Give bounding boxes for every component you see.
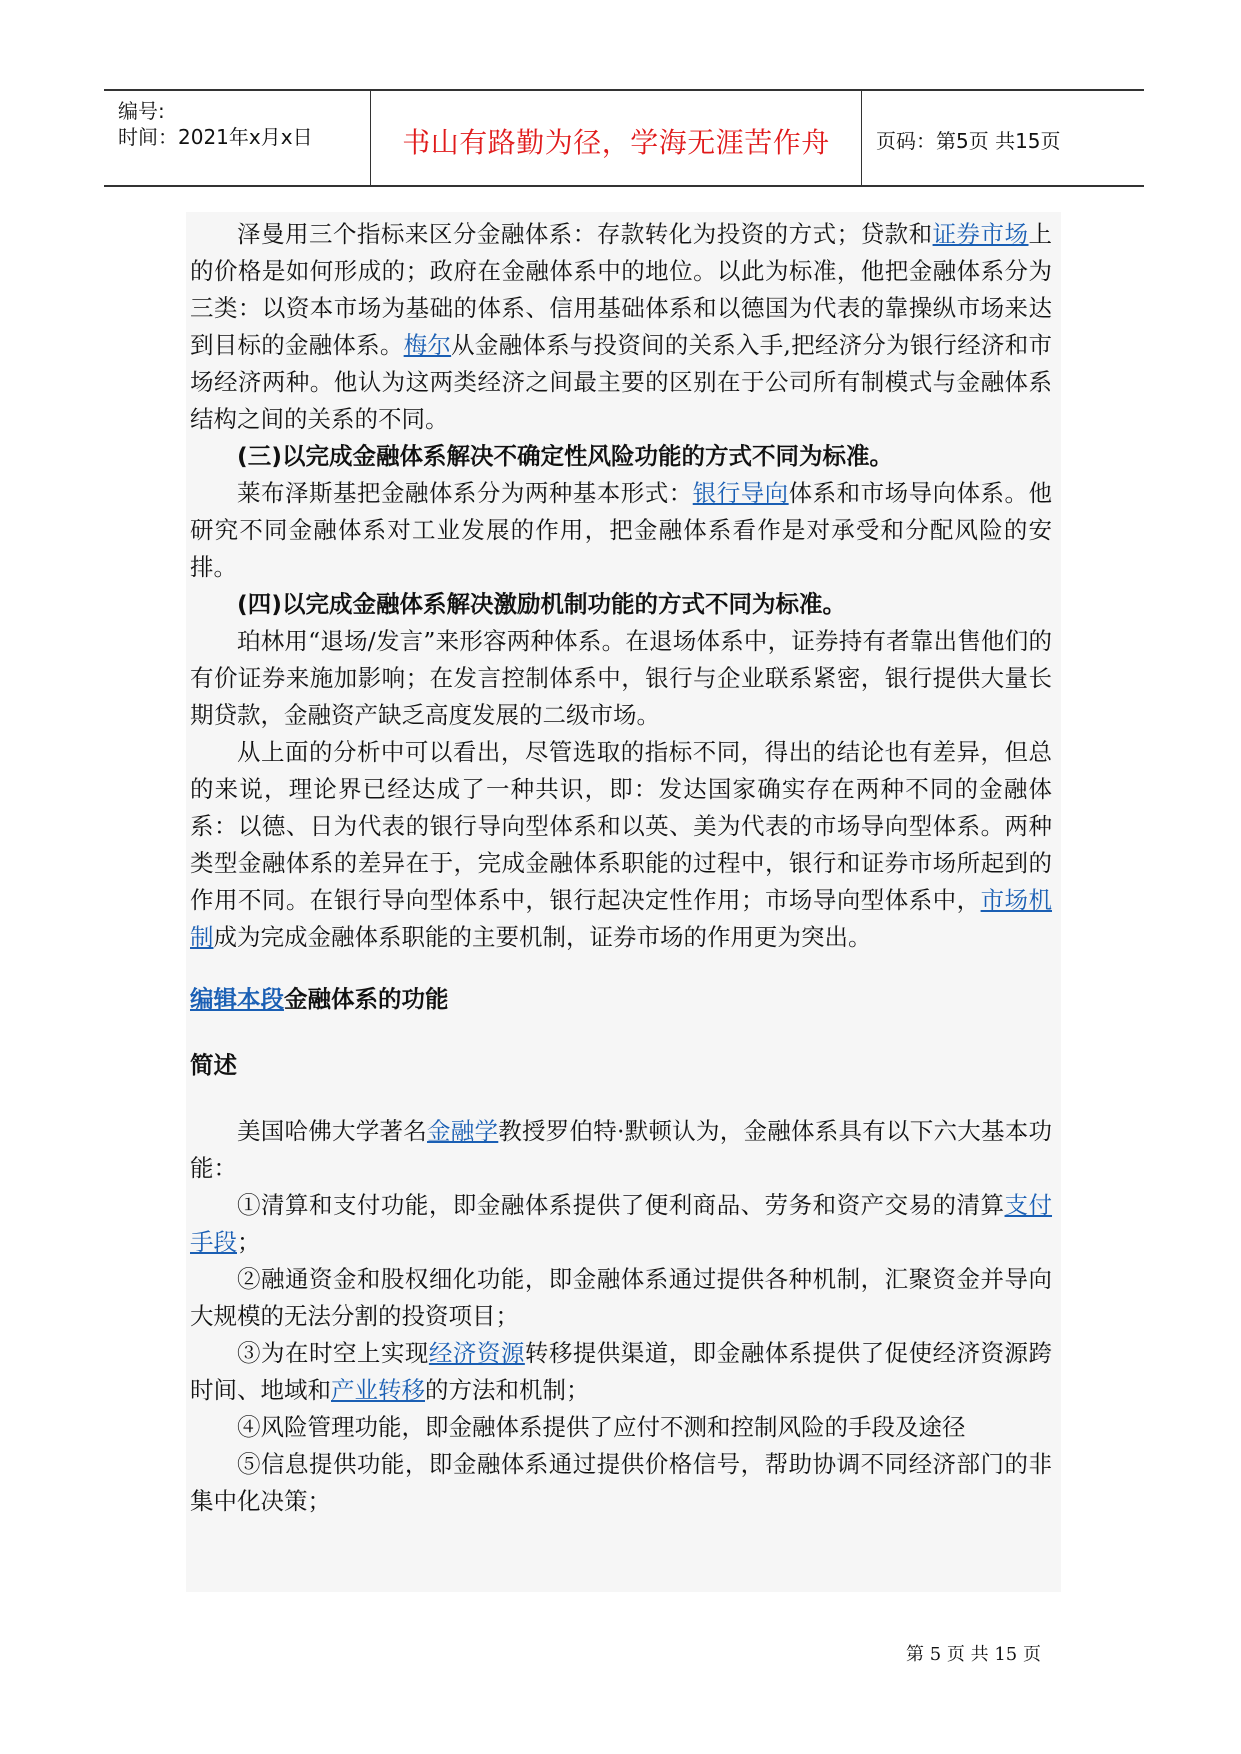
link-finance[interactable]: 金融学 <box>427 1117 499 1145</box>
text-run: ； <box>237 1228 261 1256</box>
body-text <box>190 216 1052 1520</box>
document-number-label: 编号: <box>118 99 165 123</box>
paragraph-zeman <box>190 216 1052 438</box>
text-run: 的方法和机制； <box>425 1376 590 1404</box>
paragraph-merton <box>190 1113 1052 1187</box>
section-heading <box>190 981 1052 1018</box>
text-run: 教授罗伯特·默顿认为，金融体系具有以下六大基本功能： <box>190 1117 1053 1182</box>
paragraph-perlin: 珀林用“退场/发言”来形容两种体系。在退场体系中，证券持有者靠出售他们的有价证券来施加影响；在发言控制体系中，银行与企业联系紧密，银行提供大量长期贷款，金融资产缺乏高度发展的二级市场。 <box>190 627 1052 729</box>
text-run: ①清算和支付功能，即金融体系提供了便利商品、劳务和资产交易的清算 <box>237 1191 1005 1219</box>
link-meier[interactable]: 梅尔 <box>403 331 452 359</box>
text-run: 从金融体系与投资间的关系入手,把经济分为银行经济和市场经济两种。他认为这两类经济之间最主要的区别在于公司所有制模式与金融体系结构之间的关系的不同。 <box>190 331 1053 433</box>
text-run: 美国哈佛大学著名 <box>237 1117 428 1145</box>
header-motto: 书山有路勤为径，学海无涯苦作舟 <box>402 126 830 159</box>
function-item-5: ⑤信息提供功能，即金融体系通过提供价格信号，帮助协调不同经济部门的非集中化决策； <box>190 1450 1052 1515</box>
text-run: 成为完成金融体系职能的主要机制，证券市场的作用更为突出。 <box>213 923 872 951</box>
function-item-1 <box>190 1187 1052 1261</box>
header-page-number: 页码：第5页 共15页 <box>876 129 1061 153</box>
header-page-cell <box>862 91 1144 185</box>
link-bank-oriented[interactable]: 银行导向 <box>692 479 789 507</box>
text-run: 转移提供渠道，即金融体系提供了促使经济资源跨时间、地域和 <box>190 1339 1053 1404</box>
text-run: 从上面的分析中可以看出，尽管选取的指标不同，得出的结论也有差异，但总的来说，理论界已经达成了一种共识，即：发达国家确实存在两种不同的金融体系：以德、日为代表的银行导向型体系和以英、美为代表的市场导向型体系。两种类型金融体系的差异在于，完成金融体系职能的过程中，银行和证券市场所起到的作用不同。在银行导向型体系中，银行起决定性作用；市场导向型体系中， <box>190 738 1052 914</box>
paragraph-leibzeski <box>190 475 1052 586</box>
document-time-label: 时间：2021年x月x日 <box>118 125 313 149</box>
section-title: 金融体系的功能 <box>284 985 449 1013</box>
paragraph-conclusion <box>190 734 1052 956</box>
heading-three: (三)以完成金融体系解决不确定性风险功能的方式不同为标准。 <box>237 442 893 470</box>
header-motto-cell <box>370 91 862 185</box>
header-info-cell <box>104 91 370 185</box>
link-securities-market[interactable]: 证券市场 <box>932 220 1029 248</box>
link-payment-means[interactable]: 支付手段 <box>190 1191 1053 1256</box>
subsection-heading: 简述 <box>190 1051 237 1079</box>
function-item-4: ④风险管理功能，即金融体系提供了应付不测和控制风险的手段及途径 <box>237 1413 966 1441</box>
link-economic-resources[interactable]: 经济资源 <box>428 1339 525 1367</box>
heading-four: (四)以完成金融体系解决激励机制功能的方式不同为标准。 <box>237 590 846 618</box>
content-area <box>186 212 1061 1592</box>
text-run: 体系和市场导向体系。他研究不同金融体系对工业发展的作用，把金融体系看作是对承受和分配风险的安排。 <box>190 479 1053 581</box>
text-run: ③为在时空上实现 <box>237 1339 429 1367</box>
function-item-3 <box>190 1335 1052 1409</box>
edit-section-link[interactable]: 编辑本段 <box>190 985 284 1013</box>
link-market-mechanism[interactable]: 市场机制 <box>190 886 1053 951</box>
text-run: 泽曼用三个指标来区分金融体系：存款转化为投资的方式；贷款和 <box>237 220 933 248</box>
function-item-2: ②融通资金和股权细化功能，即金融体系通过提供各种机制，汇聚资金并导向大规模的无法分割的投资项目； <box>190 1265 1052 1330</box>
page-footer: 第 5 页 共 15 页 <box>906 1644 1041 1665</box>
link-industry-transfer[interactable]: 产业转移 <box>331 1376 425 1404</box>
page-header <box>104 89 1144 187</box>
text-run: 莱布泽斯基把金融体系分为两种基本形式： <box>237 479 693 507</box>
text-run: 上的价格是如何形成的；政府在金融体系中的地位。以此为标准，他把金融体系分为三类：以资本市场为基础的体系、信用基础体系和以德国为代表的靠操纵市场来达到目标的金融体系。 <box>190 220 1053 359</box>
